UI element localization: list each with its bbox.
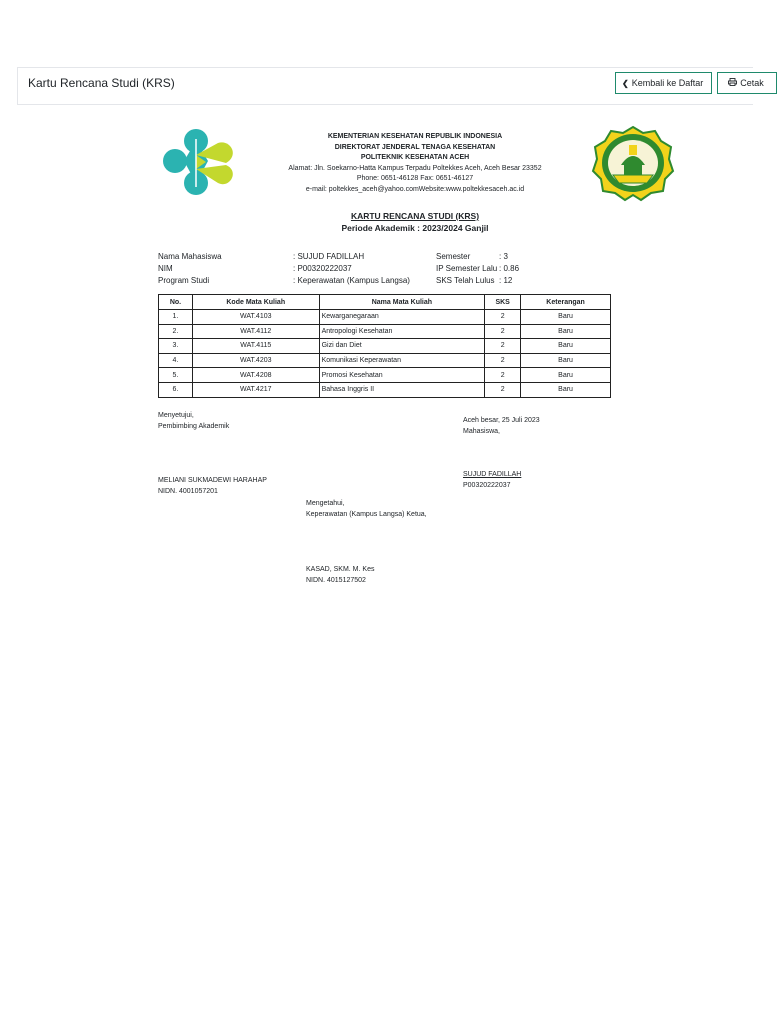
letterhead-ministry: KEMENTERIAN KESEHATAN REPUBLIK INDONESIA	[327, 133, 503, 140]
advisor-nidn: NIDN. 4001057201	[158, 487, 218, 495]
nim-value: : P00320222037	[293, 264, 352, 273]
letterhead-institution: POLITEKNIK KESEHATAN ACEH	[360, 154, 470, 161]
student-name-value: : SUJUD FADILLAH	[293, 252, 365, 261]
advisor-name: MELIANI SUKMADEWI HARAHAP	[158, 477, 267, 484]
table-row	[159, 353, 611, 368]
cell-course-code: WAT.4112	[192, 324, 319, 339]
col-status: Keterangan	[521, 295, 611, 310]
cell-sks: 2	[485, 339, 521, 354]
cell-status: Baru	[521, 324, 611, 339]
sks-passed-value: : 12	[499, 276, 513, 285]
cell-status: Baru	[521, 353, 611, 368]
table-row	[159, 310, 611, 325]
nim-label: NIM	[158, 264, 173, 273]
sks-passed-label: SKS Telah Lulus	[436, 276, 495, 285]
cell-sks: 2	[485, 310, 521, 325]
program-value: : Keperawatan (Kampus Langsa)	[293, 276, 410, 285]
cell-course-code: WAT.4103	[192, 310, 319, 325]
head-acknowledgement	[306, 499, 427, 520]
ministry-logo	[160, 125, 238, 203]
letterhead-email: e-mail: poltekkes_aceh@yahoo.comWebsite:www.poltekkesaceh.ac.id	[305, 185, 525, 193]
cell-sks: 2	[485, 382, 521, 397]
cell-sks: 2	[485, 324, 521, 339]
letterhead-address: Alamat: Jln. Soekarno-Hatta Kampus Terpadu Poltekkes Aceh, Aceh Besar 23352	[288, 164, 542, 172]
cell-course-name: Antropologi Kesehatan	[319, 324, 485, 339]
poltekkes-emblem	[591, 125, 675, 201]
cell-sks: 2	[485, 368, 521, 383]
ip-label: IP Semester Lalu	[436, 264, 498, 273]
advisor-approval	[158, 411, 229, 432]
table-header-row	[159, 295, 611, 310]
advisor-role: Pembimbing Akademik	[158, 422, 230, 430]
head-name: KASAD, SKM. M. Kes	[306, 566, 375, 573]
cell-no: 4.	[159, 353, 193, 368]
academic-values	[499, 251, 519, 287]
cell-course-code: WAT.4208	[192, 368, 319, 383]
cell-no: 6.	[159, 382, 193, 397]
cell-course-name: Kewarganegaraan	[319, 310, 485, 325]
cell-sks: 2	[485, 353, 521, 368]
cell-status: Baru	[521, 339, 611, 354]
course-table	[158, 294, 611, 398]
page-title: Kartu Rencana Studi (KRS)	[28, 76, 175, 90]
academic-period: Periode Akademik : 2023/2024 Ganjil	[341, 222, 489, 233]
student-signature-name: SUJUD FADILLAH	[463, 471, 522, 478]
program-label: Program Studi	[158, 276, 210, 285]
table-row	[159, 339, 611, 354]
cell-no: 5.	[159, 368, 193, 383]
head-nidn: NIDN. 4015127502	[306, 576, 366, 584]
col-no: No.	[159, 295, 193, 310]
student-values	[293, 251, 410, 287]
cell-no: 1.	[159, 310, 193, 325]
name-label: Nama Mahasiswa	[158, 252, 222, 261]
place-date: Aceh besar, 25 Juli 2023	[463, 417, 540, 424]
student-labels	[158, 251, 222, 287]
approved-label: Menyetujui,	[158, 412, 194, 419]
cell-no: 3.	[159, 339, 193, 354]
academic-labels	[436, 251, 497, 287]
letterhead-phone: Phone: 0651-46128 Fax: 0651-46127	[356, 175, 474, 182]
col-course-code: Kode Mata Kuliah	[192, 295, 319, 310]
head-signature	[306, 565, 374, 586]
print-button-label: Cetak	[740, 78, 764, 88]
letterhead	[260, 132, 570, 195]
cell-course-name: Bahasa Inggris II	[319, 382, 485, 397]
cell-course-name: Gizi dan Diet	[319, 339, 485, 354]
cell-course-name: Komunikasi Keperawatan	[319, 353, 485, 368]
student-signature-nim: P00320222037	[463, 481, 511, 489]
back-button-label: Kembali ke Daftar	[631, 78, 704, 88]
cell-course-name: Promosi Kesehatan	[319, 368, 485, 383]
letterhead-directorate: DIREKTORAT JENDERAL TENAGA KESEHATAN	[334, 143, 496, 151]
table-row	[159, 368, 611, 383]
student-signature	[463, 470, 521, 491]
table-row	[159, 324, 611, 339]
semester-label: Semester	[436, 252, 471, 261]
cell-status: Baru	[521, 310, 611, 325]
document-title: KARTU RENCANA STUDI (KRS)	[350, 211, 480, 221]
ip-value: : 0.86	[499, 264, 520, 273]
table-row	[159, 382, 611, 397]
cell-course-code: WAT.4203	[192, 353, 319, 368]
advisor-signature	[158, 476, 267, 497]
known-label: Mengetahui,	[306, 500, 345, 507]
cell-no: 2.	[159, 324, 193, 339]
col-course-name: Nama Mata Kuliah	[319, 295, 485, 310]
cell-status: Baru	[521, 382, 611, 397]
semester-value: : 3	[499, 252, 508, 261]
chevron-left-icon: ❮	[622, 79, 629, 88]
cell-course-code: WAT.4217	[192, 382, 319, 397]
student-approval	[463, 416, 540, 437]
document-heading	[260, 211, 570, 234]
col-sks: SKS	[485, 295, 521, 310]
head-role: Keperawatan (Kampus Langsa) Ketua,	[306, 510, 427, 518]
student-role: Mahasiswa,	[463, 427, 500, 435]
cell-status: Baru	[521, 368, 611, 383]
cell-course-code: WAT.4115	[192, 339, 319, 354]
